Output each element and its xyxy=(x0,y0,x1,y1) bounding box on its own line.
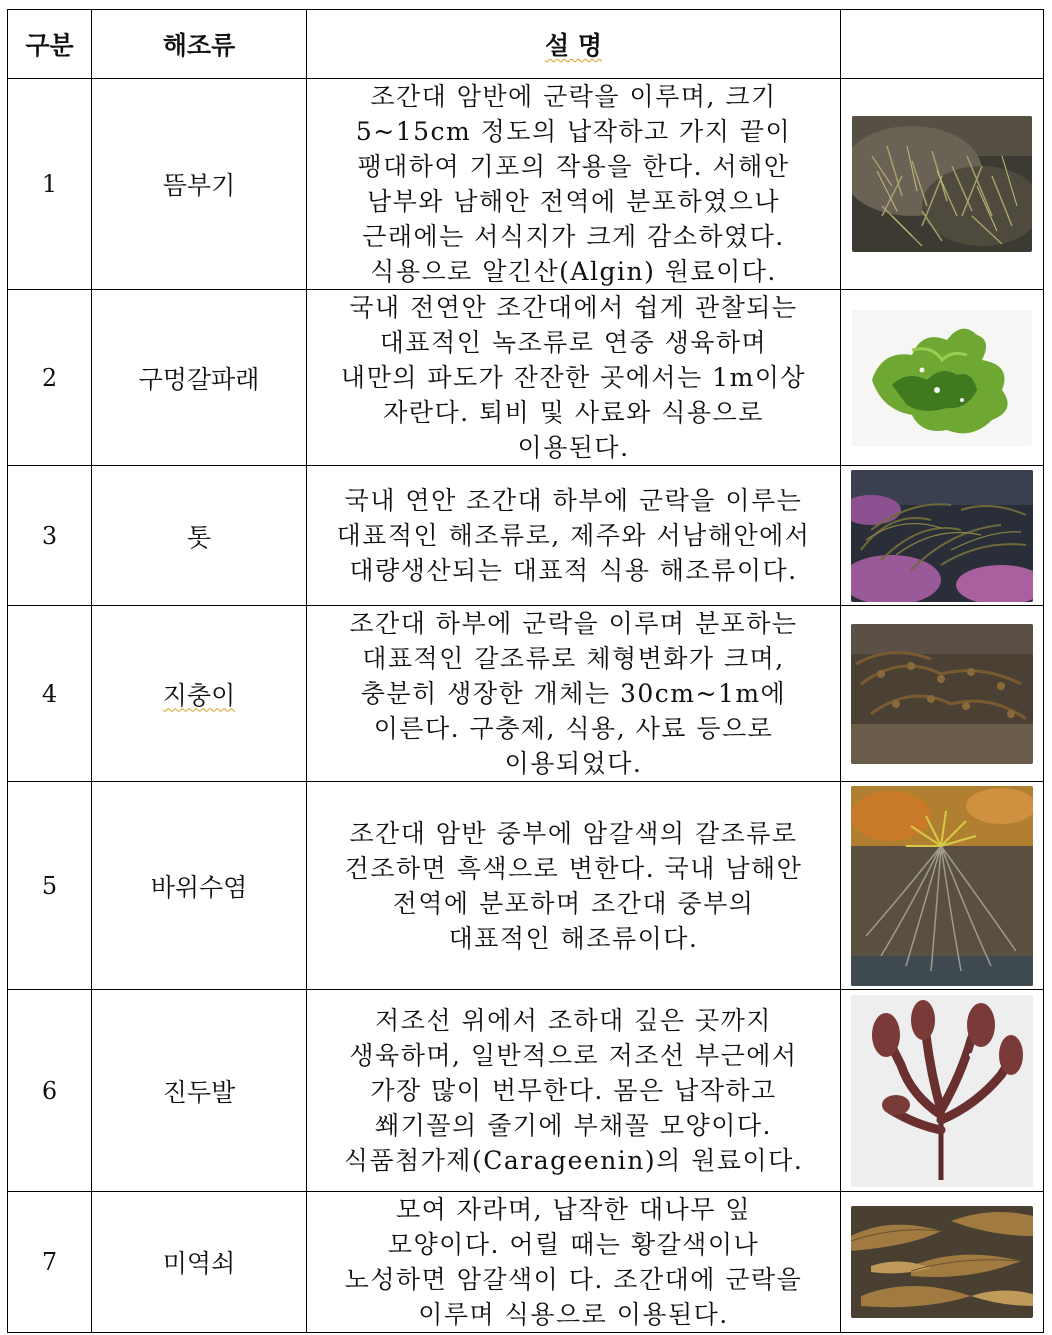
row-name: 뜸부기 xyxy=(92,79,307,290)
seaweed-table xyxy=(7,9,1044,1333)
header-desc xyxy=(307,10,841,79)
table-row xyxy=(8,782,1044,990)
row-desc xyxy=(307,606,841,782)
desc-line: 모여 자라며, 납작한 대나무 잎 xyxy=(395,1195,752,1224)
table-row xyxy=(8,1192,1044,1333)
table-row xyxy=(8,290,1044,466)
desc-line: 생육하며, 일반적으로 저조선 부근에서 xyxy=(349,1041,798,1070)
row-name: 구멍갈파래 xyxy=(92,290,307,466)
desc-line: 내만의 파도가 잔잔한 곳에서는 1m이상 xyxy=(340,363,807,392)
row-num: 5 xyxy=(8,782,92,990)
desc-line: 자란다. 퇴비 및 사료와 식용으로 xyxy=(383,398,764,427)
seaweed-photo xyxy=(851,624,1033,764)
row-image-cell xyxy=(841,606,1044,782)
desc-line: 식품첨가제(Carageenin)의 원료이다. xyxy=(343,1146,804,1175)
row-num: 3 xyxy=(8,466,92,606)
desc-line: 식용으로 알긴산(Algin) 원료이다. xyxy=(370,257,777,286)
header-row xyxy=(8,10,1044,79)
row-image-cell xyxy=(841,466,1044,606)
row-desc xyxy=(307,1192,841,1333)
desc-line: 5~15cm 정도의 납작하고 가지 끝이 xyxy=(355,117,792,146)
row-image-cell xyxy=(841,1192,1044,1333)
row-name: 톳 xyxy=(92,466,307,606)
seaweed-photo xyxy=(851,786,1033,986)
row-num: 4 xyxy=(8,606,92,782)
row-name-text: 지충이 xyxy=(162,680,236,710)
row-name xyxy=(92,606,307,782)
row-name: 진두발 xyxy=(92,990,307,1192)
header-name: 해조류 xyxy=(92,10,307,79)
desc-line: 이용된다. xyxy=(517,433,630,462)
row-image-cell xyxy=(841,290,1044,466)
desc-line: 가장 많이 번무한다. 몸은 납작하고 xyxy=(370,1076,777,1105)
table-row xyxy=(8,606,1044,782)
table-row xyxy=(8,79,1044,290)
desc-line: 노성하면 암갈색이 다. 조간대에 군락을 xyxy=(344,1265,803,1294)
desc-line: 대량생산되는 대표적 식용 해조류이다. xyxy=(349,556,798,585)
row-num: 7 xyxy=(8,1192,92,1333)
row-desc xyxy=(307,79,841,290)
desc-line: 대표적인 갈조류로 체형변화가 크며, xyxy=(362,644,785,673)
seaweed-photo xyxy=(852,310,1032,446)
desc-line: 조간대 암반 중부에 암갈색의 갈조류로 xyxy=(349,818,798,848)
row-image-cell xyxy=(841,990,1044,1192)
row-name: 바위수염 xyxy=(92,782,307,990)
row-num: 6 xyxy=(8,990,92,1192)
seaweed-photo xyxy=(852,116,1032,252)
table-row xyxy=(8,466,1044,606)
desc-line: 조간대 하부에 군락을 이루며 분포하는 xyxy=(349,609,798,638)
desc-line: 이른다. 구충제, 식용, 사료 등으로 xyxy=(373,714,774,743)
row-num: 1 xyxy=(8,79,92,290)
desc-line: 전역에 분포하며 조간대 중부의 xyxy=(392,888,755,918)
desc-line: 건조하면 흑색으로 변한다. 국내 남해안 xyxy=(344,853,803,883)
desc-line: 국내 전연안 조간대에서 쉽게 관찰되는 xyxy=(349,293,798,322)
desc-line: 모양이다. 어릴 때는 황갈색이나 xyxy=(387,1230,760,1259)
desc-line: 근래에는 서식지가 크게 감소하였다. xyxy=(362,222,785,251)
desc-line: 쐐기꼴의 줄기에 부채꼴 모양이다. xyxy=(375,1111,772,1140)
desc-line: 이루며 식용으로 이용된다. xyxy=(418,1300,729,1329)
desc-line: 대표적인 해조류로, 제주와 서남해안에서 xyxy=(336,521,811,550)
row-name: 미역쇠 xyxy=(92,1192,307,1333)
seaweed-photo xyxy=(851,995,1033,1187)
header-desc-text: 설 명 xyxy=(544,31,602,60)
row-image-cell xyxy=(841,782,1044,990)
desc-line: 충분히 생장한 개체는 30cm~1m에 xyxy=(360,679,787,708)
row-image-cell xyxy=(841,79,1044,290)
header-num: 구분 xyxy=(8,10,92,79)
seaweed-photo xyxy=(851,1206,1033,1318)
row-desc xyxy=(307,990,841,1192)
seaweed-photo xyxy=(851,470,1033,602)
desc-line: 남부와 남해안 전역에 분포하였으나 xyxy=(366,187,781,216)
desc-line: 국내 연안 조간대 하부에 군락을 이루는 xyxy=(344,486,803,515)
desc-line: 조간대 암반에 군락을 이루며, 크기 xyxy=(370,82,777,111)
header-image xyxy=(841,10,1044,79)
desc-line: 이용되었다. xyxy=(504,749,643,778)
desc-line: 팽대하여 기포의 작용을 한다. 서해안 xyxy=(357,152,790,181)
desc-line: 대표적인 녹조류로 연중 생육하며 xyxy=(379,328,768,357)
row-desc xyxy=(307,466,841,606)
desc-line: 대표적인 해조류이다. xyxy=(448,923,699,953)
table-row xyxy=(8,990,1044,1192)
row-desc xyxy=(307,290,841,466)
desc-line: 저조선 위에서 조하대 깊은 곳까지 xyxy=(375,1006,772,1035)
row-desc xyxy=(307,782,841,990)
row-num: 2 xyxy=(8,290,92,466)
